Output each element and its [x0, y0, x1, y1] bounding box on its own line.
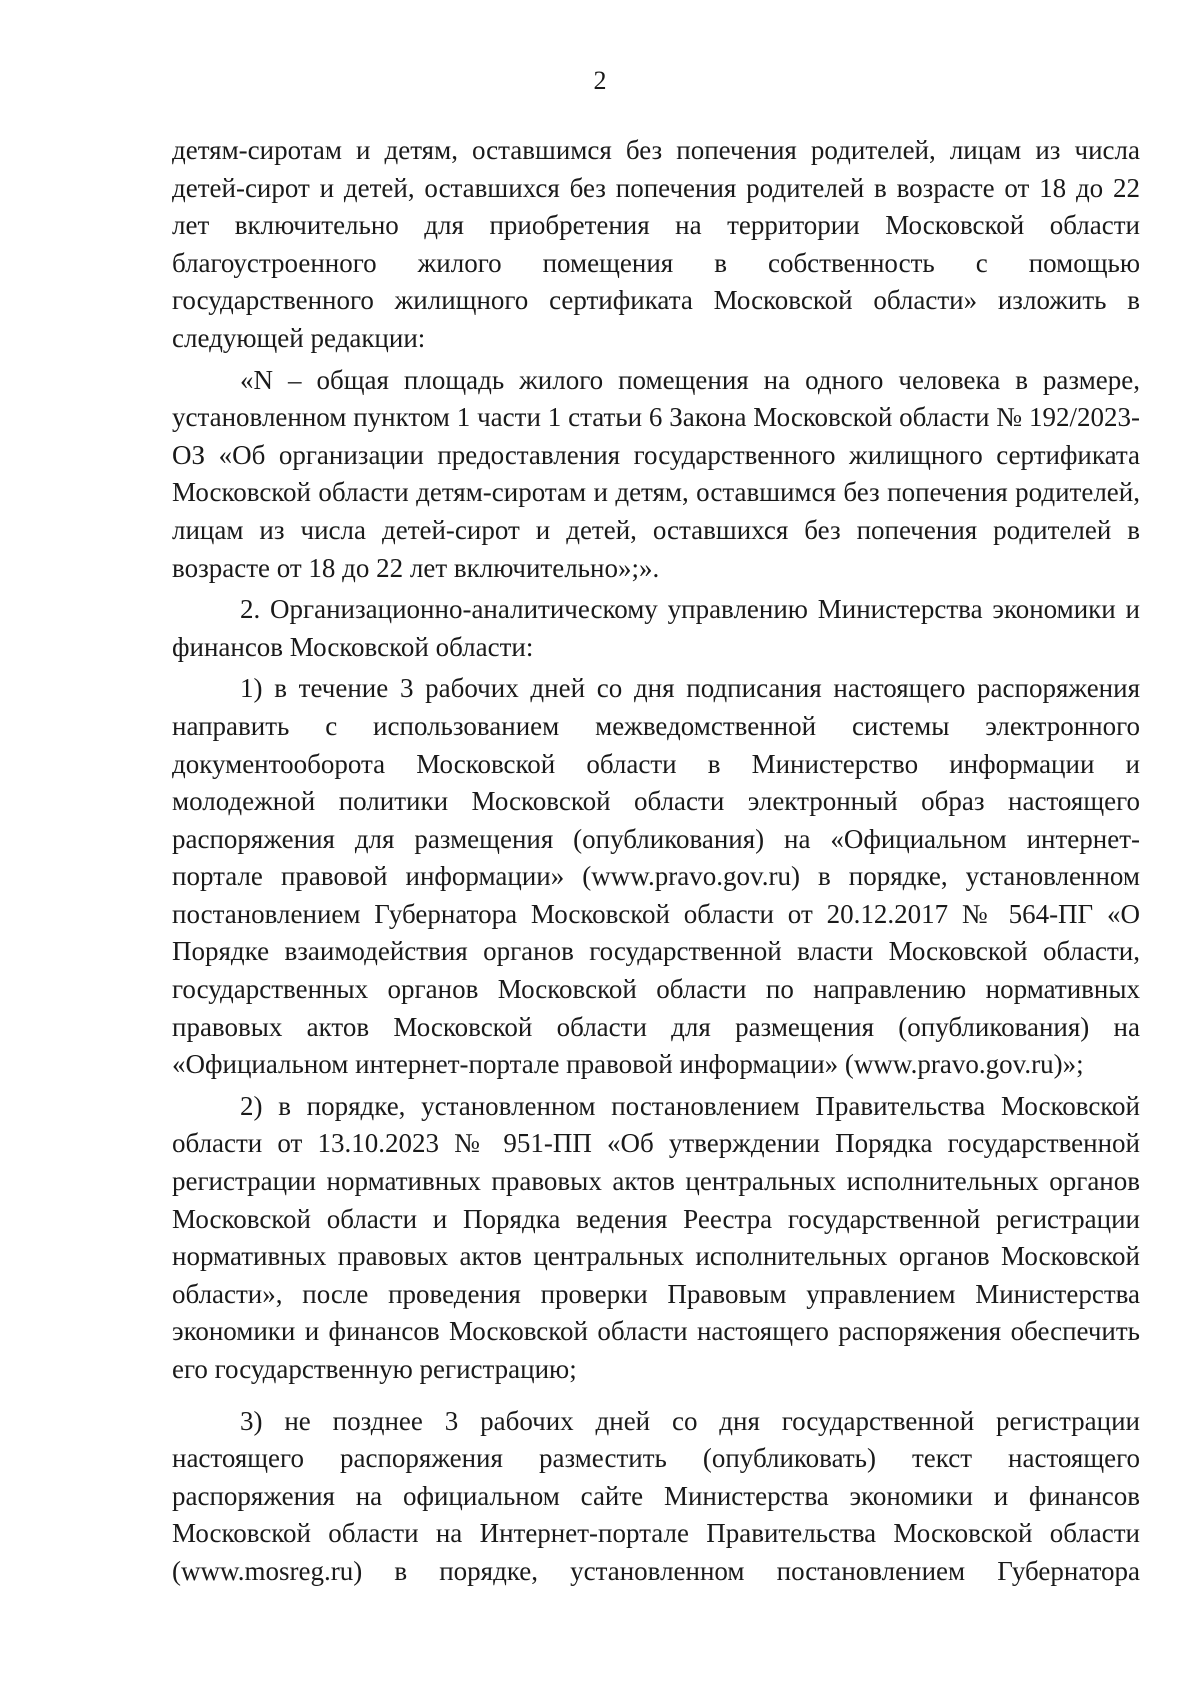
paragraph-quoted-definition: «N – общая площадь жилого помещения на одного человека в размере, установленном пунктом 1 части 1 статьи 6 Закона Московской области № 192/2023-ОЗ «Об организации предоставления государственного жилищного сертификата Московской области детям-сиротам и детям, оставшимся без попечения родителей, лицам из числа детей-сирот и детей, оставшихся без попечения родителей в возрасте от 18 до 22 лет включительно»;». — [172, 364, 1140, 583]
document-body — [172, 132, 1140, 1591]
page-number: 2 — [593, 66, 607, 95]
paragraph-item-2: 2. Организационно-аналитическому управлению Министерства экономики и финансов Московской области: — [172, 594, 1140, 662]
paragraph-subitem-2: 2) в порядке, установленном постановлением Правительства Московской области от 13.10.2023 № 951-ПП «Об утверждении Порядка государственной регистрации нормативных правовых актов центральных исполнительных органов Московской области и Порядка ведения Реестра государственной регистрации нормативных правовых актов центральных исполнительных органов Московской области», после проведения проверки Правовым управлением Министерства экономики и финансов Московской области настоящего распоряжения обеспечить его государственную регистрацию; — [172, 1090, 1140, 1384]
paragraph-continuation: детям-сиротам и детям, оставшимся без попечения родителей, лицам из числа детей-сирот и детей, оставшихся без попечения родителей в возрасте от 18 до 22 лет включительно для приобретения на территории Московской области благоустроенного жилого помещения в собственность с помощью государственного жилищного сертификата Московской области» изложить в следующей редакции: — [172, 135, 1140, 353]
paragraph-subitem-3: 3) не позднее 3 рабочих дней со дня государственной регистрации настоящего распоряжения разместить (опубликовать) текст настоящего распоряжения на официальном сайте Министерства экономики и финансов Московской области на Интернет-портале Правительства Московской области (www.mosreg.ru) в порядке, установленном постановлением Губернатора — [172, 1405, 1140, 1586]
paragraph-subitem-1: 1) в течение 3 рабочих дней со дня подписания настоящего распоряжения направить с использованием межведомственной системы электронного документооборота Московской области в Министерство информации и молодежной политики Московской области электронный образ настоящего распоряжения для размещения (опубликования) на «Официальном интернет-портале правовой информации» (www.pravo.gov.ru) в порядке, установленном постановлением Губернатора Московской области от 20.12.2017 № 564-ПГ «О Порядке взаимодействия органов государственной власти Московской области, государственных органов Московской области по направлению нормативных правовых актов Московской области для размещения (опубликования) на «Официальном интернет-портале правовой информации» (www.pravo.gov.ru)»; — [172, 673, 1140, 1080]
